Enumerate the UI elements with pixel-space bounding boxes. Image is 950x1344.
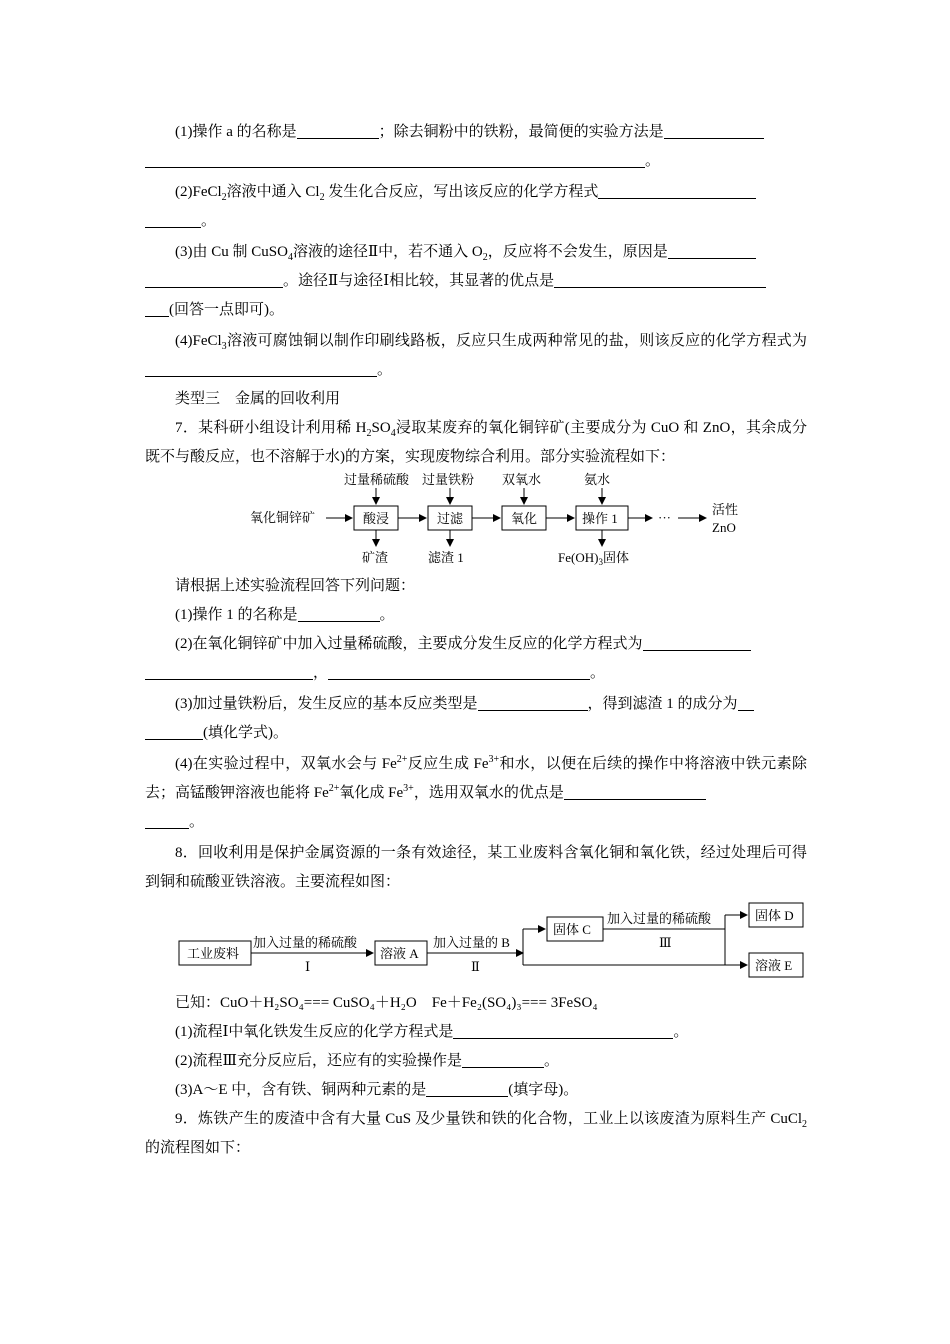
output-1: 矿渣: [362, 550, 389, 565]
q7-stem-a: 7．某科研小组设计利用稀 H: [175, 420, 367, 436]
box-operation1-label: 操作 1: [582, 511, 618, 526]
q6-sub1-cont: [145, 147, 807, 176]
punct: 。: [645, 153, 661, 169]
q6-sub3-cont: [145, 267, 807, 296]
answer-blank[interactable]: [145, 663, 313, 680]
output-4: $Fe(OH)_3$固体: [558, 550, 629, 567]
q6-sub4: [145, 327, 807, 385]
q7-flowchart-svg: [250, 472, 770, 572]
box-solution-e-label: 溶液 E: [755, 958, 793, 973]
punct: 。: [189, 814, 205, 830]
q6-sub1: [145, 118, 807, 147]
q7-sub4-text-e: ，选用双氧水的优点是: [413, 785, 564, 801]
q6-sub3-cont2: [145, 296, 807, 325]
q6-sub1-text-a: (1)操作 a 的名称是: [175, 124, 297, 140]
subscript: 2: [221, 192, 227, 203]
subscript: 3: [221, 341, 227, 352]
subscript: 2: [802, 1119, 807, 1130]
q8-sub3-end: (填字母)。: [508, 1082, 579, 1098]
output-2: 滤渣 1: [428, 550, 464, 565]
answer-blank[interactable]: [145, 151, 645, 168]
box-industrial-waste-label: 工业废料: [187, 946, 240, 961]
answer-blank[interactable]: [145, 360, 377, 377]
punct: 。: [379, 607, 395, 623]
punct: 。: [543, 1053, 559, 1069]
q6-sub1-text-b: ；除去铜粉中的铁粉，最简便的实验方法是: [378, 124, 664, 140]
q8-sub2: [145, 1047, 807, 1076]
q6-sub3-text-b: 溶液的途径Ⅱ中，若不通入 O: [292, 244, 483, 260]
q7-sub3-text-b: ，得到滤渣 1 的成分为: [587, 696, 738, 712]
step2-num: Ⅱ: [471, 959, 480, 974]
answer-blank[interactable]: [598, 182, 756, 199]
q8-sub3-text: (3)A～E 中，含有铁、铜两种元素的是: [175, 1082, 427, 1098]
subscript: 2: [366, 428, 372, 439]
q6-sub2-text-a: (2)FeCl: [175, 184, 222, 200]
q7-stem-b: SO: [371, 420, 391, 436]
input-4: 氨水: [584, 472, 611, 487]
q6-sub3-text-d: 。途径Ⅱ与途径Ⅰ相比较，其显著的优点是: [283, 273, 555, 289]
q8-flowchart: [177, 901, 807, 989]
box-solid-d-label: 固体 D: [755, 908, 794, 923]
answer-blank[interactable]: [426, 1080, 508, 1097]
punct: 。: [590, 665, 606, 681]
answer-blank[interactable]: [145, 723, 203, 740]
q7-sub3-text-a: (3)加过量铁粉后，发生反应的基本反应类型是: [175, 696, 478, 712]
q7-sub3-cont: [145, 719, 807, 748]
flow-dots: ···: [658, 510, 671, 525]
answer-blank[interactable]: [564, 783, 706, 800]
q8-stem: 8．回收利用是保护金属资源的一条有效途径，某工业废料含氧化铜和氧化铁，经过处理后可得到铜和硫酸亚铁溶液。主要流程如图：: [145, 845, 807, 890]
answer-blank[interactable]: [453, 1022, 673, 1039]
q6-sub3-text-a: (3)由 Cu 制 CuSO: [175, 244, 288, 260]
answer-blank[interactable]: [738, 694, 754, 711]
q8-flowchart-svg: [177, 901, 807, 989]
answer-blank[interactable]: [145, 271, 283, 288]
q6-sub2: [145, 178, 807, 207]
superscript: 3+: [403, 783, 414, 794]
q9-stem: [145, 1105, 807, 1163]
answer-blank[interactable]: [664, 122, 764, 139]
subscript: 2: [319, 192, 325, 203]
input-1: 过量稀硫酸: [344, 472, 410, 487]
q7-sub2-text: (2)在氧化铜锌矿中加入过量稀硫酸，主要成分发生反应的化学方程式为: [175, 636, 643, 652]
subscript: 4: [287, 252, 293, 263]
superscript: 2+: [328, 783, 340, 794]
document-page: [145, 118, 807, 1163]
punct: 。: [673, 1024, 689, 1040]
input-3: 双氧水: [502, 472, 542, 487]
answer-blank[interactable]: [478, 694, 588, 711]
punct: ，: [313, 665, 329, 681]
q6-sub3: [145, 238, 807, 267]
q7-sub4-text-b: 反应生成 Fe: [407, 756, 489, 772]
box-solution-a-label: 溶液 A: [380, 946, 419, 961]
q7-sub4-text-a: (4)在实验过程中，双氧水会与 Fe: [175, 756, 397, 772]
q6-sub4-text-b: 溶液可腐蚀铜以制作印刷线路板，反应只生成两种常见的盐，则该反应的化学方程式为: [226, 333, 807, 349]
box-filter-label: 过滤: [437, 511, 464, 526]
q8-sub1: [145, 1018, 807, 1047]
q7-flowchart: [250, 472, 807, 572]
q6-sub3-end: (回答一点即可)。: [169, 302, 284, 318]
q7-sub4-text-d: 氧化成 Fe: [339, 785, 404, 801]
answer-blank[interactable]: [145, 300, 169, 317]
step1-label: 加入过量的稀硫酸: [253, 935, 358, 950]
punct: 。: [377, 362, 393, 378]
q9-stem-b: 的流程图如下：: [145, 1140, 251, 1156]
answer-blank[interactable]: [668, 242, 756, 259]
q8-sub1-text: (1)流程Ⅰ中氧化铁发生反应的化学方程式是: [175, 1024, 454, 1040]
q9-stem-a: 9．炼铁产生的废渣中含有大量 CuS 及少量铁和铁的化合物，工业上以该废渣为原料生产 CuCl: [175, 1111, 802, 1127]
q7-sub3: [145, 690, 807, 719]
q6-sub2-cont: [145, 207, 807, 236]
step3-label: 加入过量的稀硫酸: [607, 911, 712, 926]
answer-blank[interactable]: [145, 812, 189, 829]
q8-known: 已知：CuO＋H₂SO₄=== CuSO₄＋H₂O Fe＋Fe₂(SO₄)₃=== 3FeSO₄: [175, 995, 598, 1011]
q7-sub1-text: (1)操作 1 的名称是: [175, 607, 298, 623]
step3-num: Ⅲ: [659, 935, 672, 950]
q8-sub2-text: (2)流程Ⅲ充分反应后，还应有的实验操作是: [175, 1053, 462, 1069]
section-heading: 类型三 金属的回收利用: [175, 391, 341, 407]
q7-sub4-text-c: 和水，以便在后续的操作中将溶液中铁元素除去；高锰酸钾溶液也能将 Fe: [145, 756, 807, 801]
q7-sub1: [145, 601, 807, 630]
q7-intro: 请根据上述实验流程回答下列问题：: [175, 578, 416, 594]
step2-label: 加入过量的 B: [433, 935, 510, 950]
box-oxidize-label: 氧化: [511, 511, 538, 526]
flow-end-1: 活性: [712, 502, 739, 517]
box-acid-leach-label: 酸浸: [363, 511, 390, 526]
q6-sub4-text-a: (4)FeCl: [175, 333, 222, 349]
q6-sub2-text-b: 溶液中通入 Cl: [226, 184, 320, 200]
q7-sub3-end: (填化学式)。: [203, 725, 288, 741]
subscript: 4: [390, 428, 396, 439]
q6-sub3-text-c: ，反应将不会发生，原因是: [487, 244, 668, 260]
box-solid-c-label: 固体 C: [553, 922, 591, 937]
punct: 。: [201, 213, 217, 229]
flow-end-2: ZnO: [712, 520, 736, 535]
superscript: 3+: [488, 754, 500, 765]
answer-blank[interactable]: [145, 211, 201, 228]
answer-blank[interactable]: [297, 122, 379, 139]
subscript: 2: [482, 252, 488, 263]
answer-blank[interactable]: [462, 1051, 544, 1068]
answer-blank[interactable]: [554, 271, 766, 288]
q7-stem-c: 浸取某废弃的氧化铜锌矿(主要成分为 CuO 和 ZnO，其余成分既不与酸反应，也不溶解于水)的方案，实现废物综合利用。部分实验流程如下：: [145, 420, 807, 465]
q7-stem: [145, 414, 807, 472]
answer-blank[interactable]: [328, 663, 590, 680]
q7-sub2-cont: [145, 659, 807, 688]
q8-sub3: [145, 1076, 807, 1105]
superscript: 2+: [396, 754, 408, 765]
answer-blank[interactable]: [643, 634, 751, 651]
q6-sub2-text-c: 发生化合反应，写出该反应的化学方程式: [324, 184, 599, 200]
q7-sub2: [145, 630, 807, 659]
answer-blank[interactable]: [298, 605, 380, 622]
input-2: 过量铁粉: [422, 472, 475, 487]
q7-sub4: [145, 750, 807, 808]
step1-num: Ⅰ: [305, 959, 311, 974]
flow-start: 氧化铜锌矿: [250, 510, 316, 525]
q7-sub4-cont: [145, 808, 807, 837]
